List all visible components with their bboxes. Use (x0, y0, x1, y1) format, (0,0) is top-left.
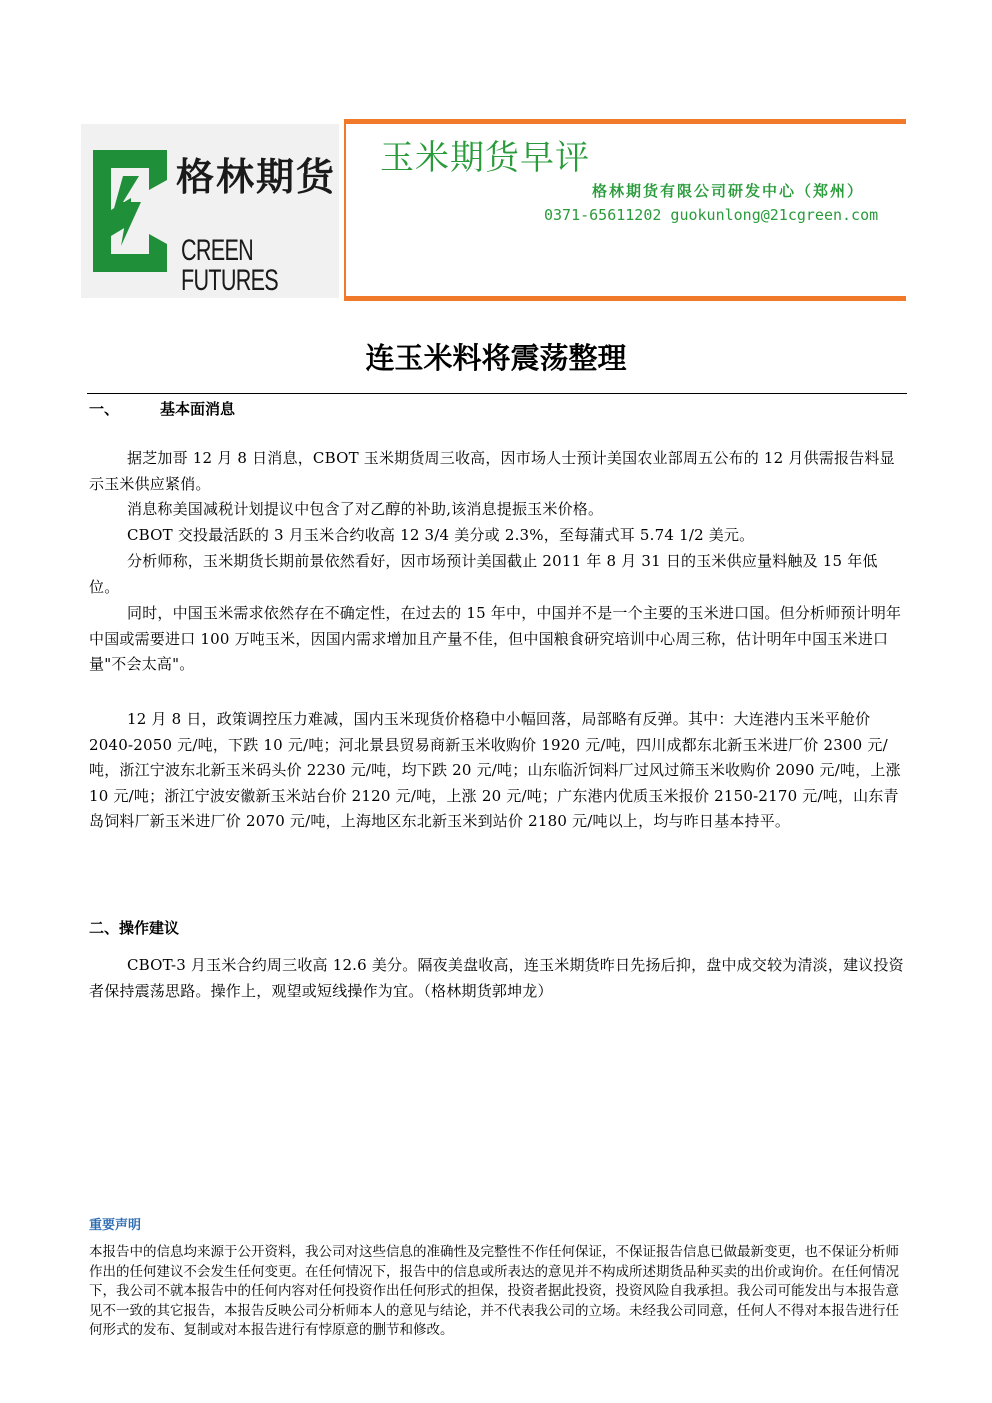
paragraph: 消息称美国减税计划提议中包含了对乙醇的补助,该消息提振玉米价格。 (127, 500, 604, 518)
document-title: 连玉米料将震荡整理 (365, 341, 627, 375)
header-top-rule (344, 119, 906, 124)
header-bottom-rule (344, 296, 906, 301)
title-underline (87, 393, 907, 394)
paragraph: 同时，中国玉米需求依然存在不确定性，在过去的 15 年中，中国并不是一个主要的玉米进口国。但分析师预计明年中国或需要进口 100 万吨玉米，因国内需求增加且产量不佳，但中国粮食研究培训中心周三称，估计明年中国玉米进口量"不会太高"。 (89, 604, 902, 673)
paragraph: 据芝加哥 12 月 8 日消息，CBOT 玉米期货周三收高，因市场人士预计美国农业部周五公布的 12 月供需报告料显示玉米供应紧俏。 (89, 449, 895, 493)
paragraph: CBOT-3 月玉米合约周三收高 12.6 美分。隔夜美盘收高，连玉米期货昨日先扬后抑，盘中成交较为清淡，建议投资者保持震荡思路。操作上，观望或短线操作为宜。（格林期货郭坤龙） (89, 956, 904, 1000)
company-logo (81, 124, 339, 298)
disclaimer-title: 重要声明 (89, 1218, 142, 1233)
section1-number: 一、 (89, 400, 120, 418)
contact-info: 0371-65611202 guokunlong@21cgreen.com (544, 206, 879, 224)
logo-english-text: CREEN FUTURES (181, 234, 278, 297)
paragraph: 12 月 8 日，政策调控压力难减，国内玉米现货价格稳中小幅回落，局部略有反弹。其中：大连港内玉米平舱价 2040-2050 元/吨，下跌 10 元/吨；河北景县贸易商新玉米收购价 1920 元/吨，四川成都东北新玉米进厂价 2300 元/吨，浙江宁波东北新玉米码头价 2230 元/吨，均下跌 20 元/吨；山东临沂饲料厂过风过筛玉米收购价 2090 元/吨，上涨 10 元/吨；浙江宁波安徽新玉米站台价 2120 元/吨，上涨 20 元/吨；广东港内优质玉米报价 2150-2170 元/吨，山东青岛饲料厂新玉米进厂价 2070 元/吨，上海地区东北新玉米到站价 2180 元/吨以上，均与昨日基本持平。 (89, 710, 901, 830)
organization-name: 格林期货有限公司研发中心（郑州） (592, 182, 865, 200)
report-series-title: 玉米期货早评 (380, 138, 590, 178)
section1-title: 基本面消息 (160, 400, 236, 418)
header-divider (344, 124, 346, 300)
paragraph: 分析师称，玉米期货长期前景依然看好，因市场预计美国截止 2011 年 8 月 31 日的玉米供应量料触及 15 年低位。 (89, 552, 878, 596)
logo-chinese-text: 格林期货 (176, 155, 337, 199)
green-futures-logo-icon (93, 150, 167, 272)
disclaimer-body: 本报告中的信息均来源于公开资料，我公司对这些信息的准确性及完整性不作任何保证，不保证报告信息已做最新变更，也不保证分析师作出的任何建议不会发生任何变更。在任何情况下，报告中的信息或所表达的意见并不构成所述期货品种买卖的出价或询价。在任何情况下，我公司不就本报告中的任何内容对任何投资作出任何形式的担保，投资者据此投资，投资风险自我承担。我公司可能发出与本报告意见不一致的其它报告，本报告反映公司分析师本人的意见与结论，并不代表我公司的立场。未经我公司同意，任何人不得对本报告进行任何形式的发布、复制或对本报告进行有悖原意的删节和修改。 (89, 1244, 899, 1338)
paragraph: CBOT 交投最活跃的 3 月玉米合约收高 12 3/4 美分或 2.3%，至每蒲式耳 5.74 1/2 美元。 (127, 526, 755, 544)
section2-title: 二、操作建议 (89, 919, 180, 937)
